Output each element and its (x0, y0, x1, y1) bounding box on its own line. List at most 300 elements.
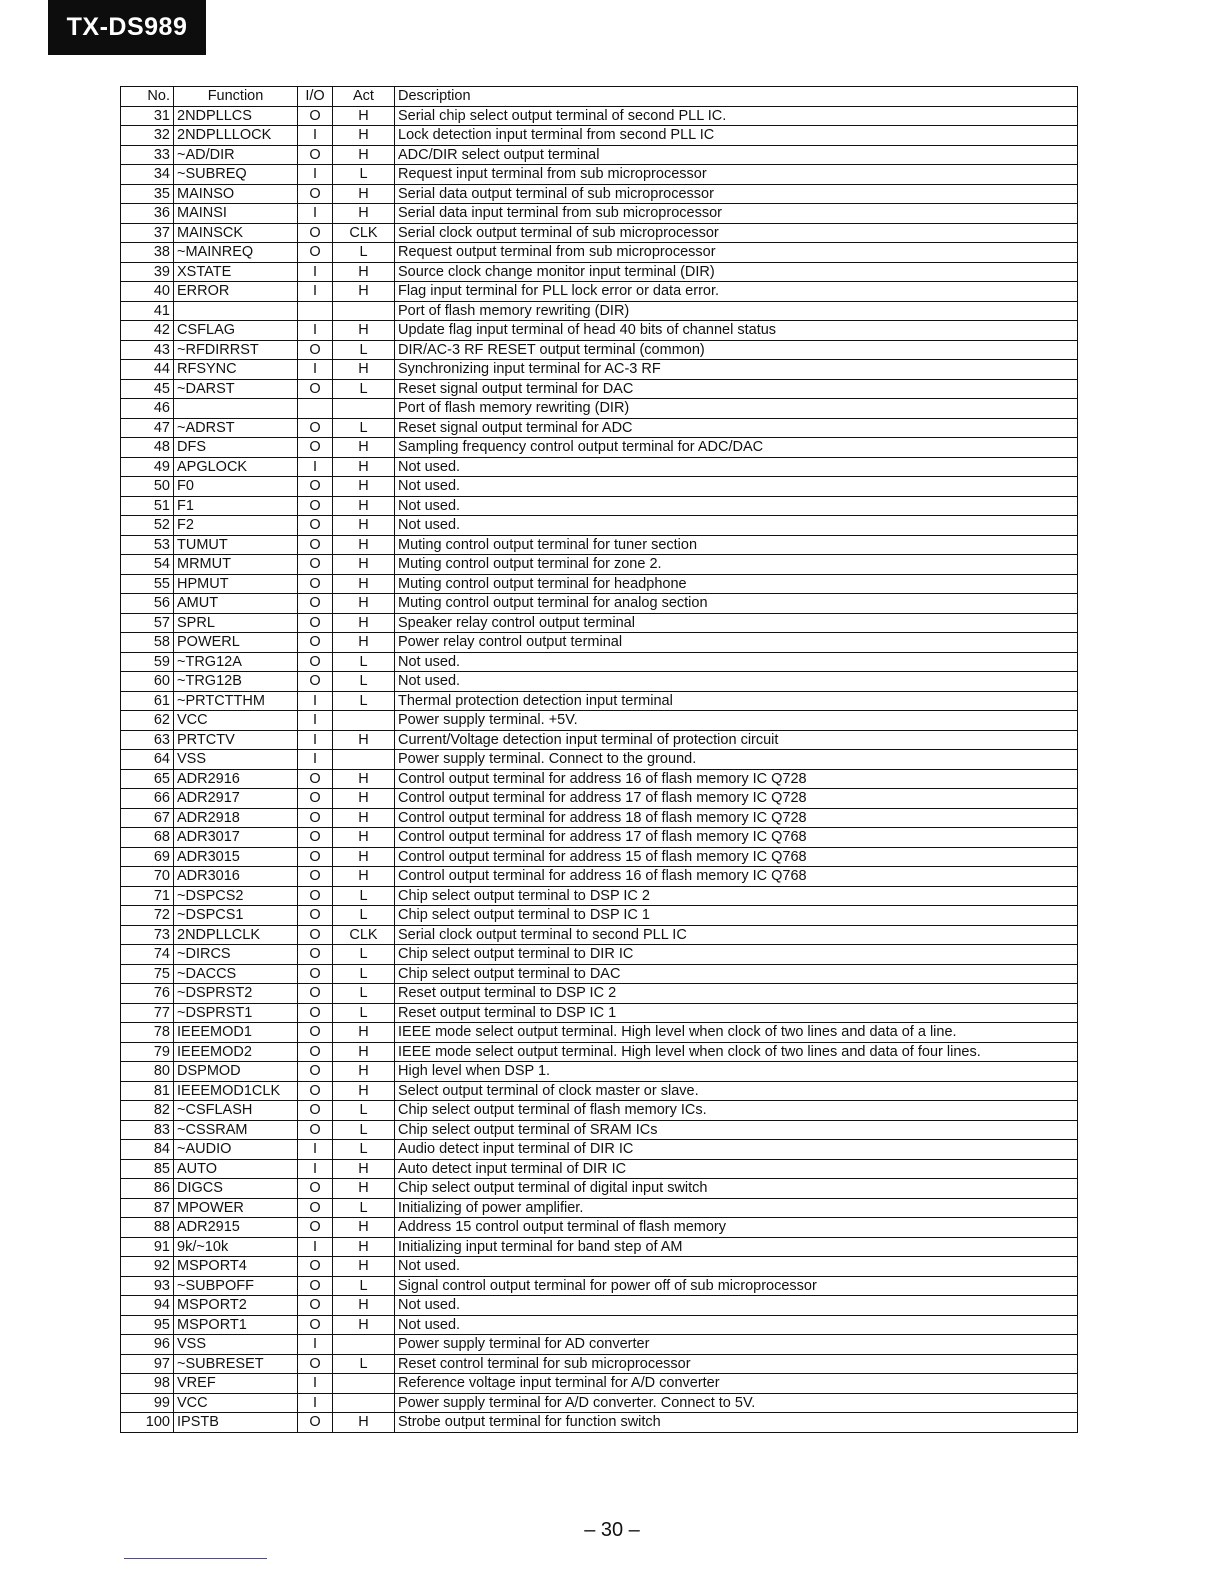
pin-function: ~TRG12B (174, 672, 298, 692)
pin-active-level: L (333, 964, 395, 984)
table-row (121, 1120, 1078, 1140)
pin-description: Chip select output terminal to DSP IC 2 (395, 886, 1078, 906)
pin-description: Not used. (395, 457, 1078, 477)
pin-io: O (298, 984, 333, 1004)
pin-io: I (298, 1393, 333, 1413)
pin-function: ~CSSRAM (174, 1120, 298, 1140)
pin-active-level: H (333, 457, 395, 477)
pin-description: Not used. (395, 652, 1078, 672)
pin-io: O (298, 516, 333, 536)
pin-function: ~SUBPOFF (174, 1276, 298, 1296)
pin-number: 32 (121, 126, 174, 146)
pin-function: AMUT (174, 594, 298, 614)
pin-io: I (298, 126, 333, 146)
pin-number: 93 (121, 1276, 174, 1296)
pin-function: F0 (174, 477, 298, 497)
table-row (121, 535, 1078, 555)
pin-io: O (298, 1296, 333, 1316)
pin-active-level: H (333, 1062, 395, 1082)
pin-number: 72 (121, 906, 174, 926)
pin-io: O (298, 438, 333, 458)
pin-active-level: H (333, 1081, 395, 1101)
pin-io: I (298, 730, 333, 750)
pin-active-level: H (333, 730, 395, 750)
pin-function: ~RFDIRRST (174, 340, 298, 360)
pin-io: I (298, 1374, 333, 1394)
pin-number: 45 (121, 379, 174, 399)
pin-number: 84 (121, 1140, 174, 1160)
table-row (121, 925, 1078, 945)
pin-function: VSS (174, 750, 298, 770)
pin-active-level: H (333, 789, 395, 809)
pin-function: F1 (174, 496, 298, 516)
pin-io: I (298, 457, 333, 477)
pin-description: Sampling frequency control output terminal for ADC/DAC (395, 438, 1078, 458)
pin-io: O (298, 925, 333, 945)
model-badge: TX-DS989 (48, 0, 206, 55)
table-row (121, 711, 1078, 731)
table-row (121, 1081, 1078, 1101)
pin-description: Chip select output terminal to DSP IC 1 (395, 906, 1078, 926)
pin-number: 58 (121, 633, 174, 653)
pin-active-level: L (333, 945, 395, 965)
table-row (121, 1159, 1078, 1179)
pin-io: O (298, 945, 333, 965)
pin-io: O (298, 1179, 333, 1199)
pin-io: O (298, 789, 333, 809)
pin-io: O (298, 340, 333, 360)
pin-active-level (333, 750, 395, 770)
pin-function: ~TRG12A (174, 652, 298, 672)
pin-number: 52 (121, 516, 174, 536)
pin-function: APGLOCK (174, 457, 298, 477)
pin-io: O (298, 828, 333, 848)
pin-description: Control output terminal for address 16 of flash memory IC Q768 (395, 867, 1078, 887)
pin-number: 98 (121, 1374, 174, 1394)
pin-function: VSS (174, 1335, 298, 1355)
pin-active-level: CLK (333, 925, 395, 945)
pin-description: Power relay control output terminal (395, 633, 1078, 653)
table-row (121, 165, 1078, 185)
pin-description: DIR/AC-3 RF RESET output terminal (common) (395, 340, 1078, 360)
pin-description: Chip select output terminal of SRAM ICs (395, 1120, 1078, 1140)
table-row (121, 886, 1078, 906)
pin-io: O (298, 1023, 333, 1043)
table-row (121, 516, 1078, 536)
pin-number: 91 (121, 1237, 174, 1257)
pin-io: O (298, 1003, 333, 1023)
table-row (121, 262, 1078, 282)
pin-number: 79 (121, 1042, 174, 1062)
pin-active-level: H (333, 496, 395, 516)
pin-number: 82 (121, 1101, 174, 1121)
pin-io: O (298, 867, 333, 887)
pin-active-level (333, 301, 395, 321)
pin-description: Audio detect input terminal of DIR IC (395, 1140, 1078, 1160)
pin-number: 56 (121, 594, 174, 614)
pin-function: MAINSO (174, 184, 298, 204)
table-row (121, 1374, 1078, 1394)
pin-number: 74 (121, 945, 174, 965)
pin-number: 49 (121, 457, 174, 477)
pin-io: O (298, 379, 333, 399)
pin-io: O (298, 1276, 333, 1296)
pin-number: 34 (121, 165, 174, 185)
pin-description: Serial clock output terminal of sub microprocessor (395, 223, 1078, 243)
pin-description: Auto detect input terminal of DIR IC (395, 1159, 1078, 1179)
table-row (121, 1042, 1078, 1062)
pin-active-level (333, 399, 395, 419)
pin-description: Power supply terminal for A/D converter. Connect to 5V. (395, 1393, 1078, 1413)
pin-number: 68 (121, 828, 174, 848)
pin-function: MAINSI (174, 204, 298, 224)
table-row (121, 652, 1078, 672)
pin-description: Control output terminal for address 16 of flash memory IC Q728 (395, 769, 1078, 789)
table-row (121, 1101, 1078, 1121)
table-row (121, 477, 1078, 497)
pin-function: ~AUDIO (174, 1140, 298, 1160)
pin-active-level: H (333, 1023, 395, 1043)
table-row (121, 945, 1078, 965)
pin-io: O (298, 613, 333, 633)
pin-description: Reset signal output terminal for ADC (395, 418, 1078, 438)
table-row (121, 106, 1078, 126)
pin-io: O (298, 477, 333, 497)
pin-active-level: H (333, 535, 395, 555)
table-row (121, 184, 1078, 204)
pin-function: F2 (174, 516, 298, 536)
pin-description: High level when DSP 1. (395, 1062, 1078, 1082)
pin-active-level: H (333, 477, 395, 497)
table-row (121, 1140, 1078, 1160)
pin-number: 60 (121, 672, 174, 692)
pin-function: IEEEMOD1CLK (174, 1081, 298, 1101)
pin-number: 35 (121, 184, 174, 204)
table-row (121, 496, 1078, 516)
pin-function: CSFLAG (174, 321, 298, 341)
pin-function: 2NDPLLCS (174, 106, 298, 126)
pin-io: O (298, 1315, 333, 1335)
pin-active-level: L (333, 340, 395, 360)
pin-function: 2NDPLLLOCK (174, 126, 298, 146)
table-row (121, 1062, 1078, 1082)
pin-description: Port of flash memory rewriting (DIR) (395, 301, 1078, 321)
pin-io: I (298, 1159, 333, 1179)
pin-function: 9k/~10k (174, 1237, 298, 1257)
pin-function: ADR3015 (174, 847, 298, 867)
pin-io: I (298, 262, 333, 282)
pin-number: 77 (121, 1003, 174, 1023)
pin-io: O (298, 594, 333, 614)
pin-description: Update flag input terminal of head 40 bits of channel status (395, 321, 1078, 341)
table-row (121, 867, 1078, 887)
table-row (121, 438, 1078, 458)
pin-function: DSPMOD (174, 1062, 298, 1082)
pin-io: O (298, 1081, 333, 1101)
table-row (121, 1023, 1078, 1043)
pin-active-level: H (333, 808, 395, 828)
pin-active-level: H (333, 1218, 395, 1238)
pin-description: Lock detection input terminal from second PLL IC (395, 126, 1078, 146)
pin-active-level: H (333, 321, 395, 341)
table-row (121, 906, 1078, 926)
pin-io: I (298, 691, 333, 711)
pin-number: 83 (121, 1120, 174, 1140)
pin-number: 42 (121, 321, 174, 341)
pin-io: I (298, 360, 333, 380)
pin-function: ~PRTCTTHM (174, 691, 298, 711)
table-row (121, 1393, 1078, 1413)
pin-description: IEEE mode select output terminal. High level when clock of two lines and data of four lines. (395, 1042, 1078, 1062)
pin-function: MAINSCK (174, 223, 298, 243)
pin-active-level: L (333, 1354, 395, 1374)
table-row (121, 847, 1078, 867)
pin-description: Power supply terminal. +5V. (395, 711, 1078, 731)
pin-function: RFSYNC (174, 360, 298, 380)
table-row (121, 691, 1078, 711)
pin-function: AUTO (174, 1159, 298, 1179)
pin-function: ADR2915 (174, 1218, 298, 1238)
pin-description: Control output terminal for address 18 of flash memory IC Q728 (395, 808, 1078, 828)
table-row (121, 457, 1078, 477)
pin-description: Reset control terminal for sub microprocessor (395, 1354, 1078, 1374)
pin-description: Not used. (395, 1257, 1078, 1277)
table-row (121, 789, 1078, 809)
pin-number: 96 (121, 1335, 174, 1355)
pin-function: ~DSPCS2 (174, 886, 298, 906)
pin-io: O (298, 633, 333, 653)
pin-description: Reference voltage input terminal for A/D converter (395, 1374, 1078, 1394)
pin-number: 38 (121, 243, 174, 263)
pin-number: 99 (121, 1393, 174, 1413)
pin-function: ~DACCS (174, 964, 298, 984)
pin-description: Power supply terminal for AD converter (395, 1335, 1078, 1355)
table-row (121, 1218, 1078, 1238)
pin-function: ~AD/DIR (174, 145, 298, 165)
pin-active-level: L (333, 418, 395, 438)
pin-active-level: H (333, 126, 395, 146)
pin-number: 53 (121, 535, 174, 555)
table-row (121, 340, 1078, 360)
pin-io: I (298, 321, 333, 341)
pin-active-level: H (333, 184, 395, 204)
table-row (121, 1237, 1078, 1257)
pin-number: 51 (121, 496, 174, 516)
pin-description: Chip select output terminal to DIR IC (395, 945, 1078, 965)
pin-number: 55 (121, 574, 174, 594)
pin-function: MSPORT1 (174, 1315, 298, 1335)
pin-active-level: CLK (333, 223, 395, 243)
pin-description: Strobe output terminal for function switch (395, 1413, 1078, 1433)
pin-io: O (298, 106, 333, 126)
pin-function: IEEEMOD1 (174, 1023, 298, 1043)
pin-number: 40 (121, 282, 174, 302)
pin-number: 80 (121, 1062, 174, 1082)
pin-number: 73 (121, 925, 174, 945)
pin-io: O (298, 652, 333, 672)
table-row (121, 360, 1078, 380)
pin-function: VCC (174, 1393, 298, 1413)
pin-function: MRMUT (174, 555, 298, 575)
pin-active-level: H (333, 847, 395, 867)
pin-function: ADR3017 (174, 828, 298, 848)
pin-active-level: L (333, 1003, 395, 1023)
pin-io: O (298, 1120, 333, 1140)
table-row (121, 204, 1078, 224)
pin-description: Control output terminal for address 17 of flash memory IC Q728 (395, 789, 1078, 809)
pin-io: O (298, 418, 333, 438)
pin-number: 85 (121, 1159, 174, 1179)
pin-description: Request output terminal from sub microprocessor (395, 243, 1078, 263)
pin-function (174, 399, 298, 419)
pin-number: 62 (121, 711, 174, 731)
pin-description: Port of flash memory rewriting (DIR) (395, 399, 1078, 419)
pin-active-level: L (333, 1101, 395, 1121)
pin-number: 64 (121, 750, 174, 770)
pin-function: MSPORT4 (174, 1257, 298, 1277)
table-row (121, 243, 1078, 263)
column-header-no: No. (121, 87, 174, 107)
table-row (121, 282, 1078, 302)
pin-description: Power supply terminal. Connect to the ground. (395, 750, 1078, 770)
table-row (121, 613, 1078, 633)
pin-description: Reset output terminal to DSP IC 2 (395, 984, 1078, 1004)
pin-function: ~ADRST (174, 418, 298, 438)
pin-description: Initializing of power amplifier. (395, 1198, 1078, 1218)
pin-function: ~DSPCS1 (174, 906, 298, 926)
pin-function: VCC (174, 711, 298, 731)
pin-description: Muting control output terminal for tuner section (395, 535, 1078, 555)
pin-active-level: H (333, 106, 395, 126)
table-row (121, 1413, 1078, 1433)
pin-active-level: H (333, 1315, 395, 1335)
pin-number: 54 (121, 555, 174, 575)
pin-description: Serial chip select output terminal of second PLL IC. (395, 106, 1078, 126)
pin-function: ~MAINREQ (174, 243, 298, 263)
pin-active-level: H (333, 1159, 395, 1179)
pin-description: Serial clock output terminal to second PLL IC (395, 925, 1078, 945)
pin-io: O (298, 496, 333, 516)
table-row (121, 633, 1078, 653)
pin-active-level: L (333, 379, 395, 399)
pin-active-level: H (333, 828, 395, 848)
pin-io: O (298, 808, 333, 828)
pin-description: Chip select output terminal to DAC (395, 964, 1078, 984)
table-row (121, 1003, 1078, 1023)
pin-number: 57 (121, 613, 174, 633)
pin-io: O (298, 1257, 333, 1277)
pin-description: Current/Voltage detection input terminal of protection circuit (395, 730, 1078, 750)
pin-number: 88 (121, 1218, 174, 1238)
pin-active-level (333, 1335, 395, 1355)
pin-io: O (298, 769, 333, 789)
pin-number: 59 (121, 652, 174, 672)
pin-active-level: L (333, 165, 395, 185)
pin-active-level: H (333, 438, 395, 458)
table-row (121, 672, 1078, 692)
pin-io: O (298, 847, 333, 867)
pin-io: I (298, 1335, 333, 1355)
pin-io: O (298, 1354, 333, 1374)
pin-number: 50 (121, 477, 174, 497)
pin-description: Not used. (395, 1315, 1078, 1335)
pin-active-level: L (333, 1276, 395, 1296)
pin-function: DIGCS (174, 1179, 298, 1199)
table-row (121, 574, 1078, 594)
table-row (121, 399, 1078, 419)
pin-description: Signal control output terminal for power off of sub microprocessor (395, 1276, 1078, 1296)
pin-function: XSTATE (174, 262, 298, 282)
pin-function: ADR3016 (174, 867, 298, 887)
pin-io: I (298, 711, 333, 731)
pin-description: Control output terminal for address 15 of flash memory IC Q768 (395, 847, 1078, 867)
pin-active-level: H (333, 867, 395, 887)
pin-active-level: L (333, 691, 395, 711)
pin-io: I (298, 1140, 333, 1160)
pin-io: O (298, 1218, 333, 1238)
pin-io: O (298, 886, 333, 906)
pin-description: Reset output terminal to DSP IC 1 (395, 1003, 1078, 1023)
pin-io: O (298, 1413, 333, 1433)
pin-active-level: H (333, 360, 395, 380)
pin-description: Not used. (395, 496, 1078, 516)
pin-active-level: L (333, 906, 395, 926)
pin-description: Muting control output terminal for zone 2. (395, 555, 1078, 575)
pin-active-level: L (333, 1198, 395, 1218)
pin-function: PRTCTV (174, 730, 298, 750)
pin-number: 86 (121, 1179, 174, 1199)
pin-function: ADR2916 (174, 769, 298, 789)
pin-active-level: H (333, 1296, 395, 1316)
pin-io: O (298, 145, 333, 165)
pin-active-level: H (333, 1413, 395, 1433)
pin-io: O (298, 906, 333, 926)
pin-function: SPRL (174, 613, 298, 633)
pin-active-level: H (333, 204, 395, 224)
pin-number: 97 (121, 1354, 174, 1374)
pin-number: 75 (121, 964, 174, 984)
pin-io: O (298, 184, 333, 204)
pin-description: Serial data output terminal of sub microprocessor (395, 184, 1078, 204)
page-number: – 30 – (584, 1519, 640, 1541)
pin-active-level: H (333, 613, 395, 633)
pin-io: O (298, 672, 333, 692)
pin-number: 31 (121, 106, 174, 126)
pin-active-level: H (333, 555, 395, 575)
table-row (121, 1296, 1078, 1316)
pin-description: Speaker relay control output terminal (395, 613, 1078, 633)
pin-function: VREF (174, 1374, 298, 1394)
pin-number: 37 (121, 223, 174, 243)
pin-active-level: H (333, 1179, 395, 1199)
pin-active-level: H (333, 262, 395, 282)
pin-function: ~DIRCS (174, 945, 298, 965)
pin-io: I (298, 1237, 333, 1257)
table-row (121, 1276, 1078, 1296)
pin-io (298, 399, 333, 419)
pin-function: IEEEMOD2 (174, 1042, 298, 1062)
pin-description: Not used. (395, 1296, 1078, 1316)
pin-description: Address 15 control output terminal of flash memory (395, 1218, 1078, 1238)
pin-active-level: H (333, 574, 395, 594)
pin-description: Not used. (395, 516, 1078, 536)
pin-function: ERROR (174, 282, 298, 302)
pin-number: 78 (121, 1023, 174, 1043)
pin-number: 47 (121, 418, 174, 438)
table-row (121, 730, 1078, 750)
pin-function: MSPORT2 (174, 1296, 298, 1316)
pin-function: 2NDPLLCLK (174, 925, 298, 945)
